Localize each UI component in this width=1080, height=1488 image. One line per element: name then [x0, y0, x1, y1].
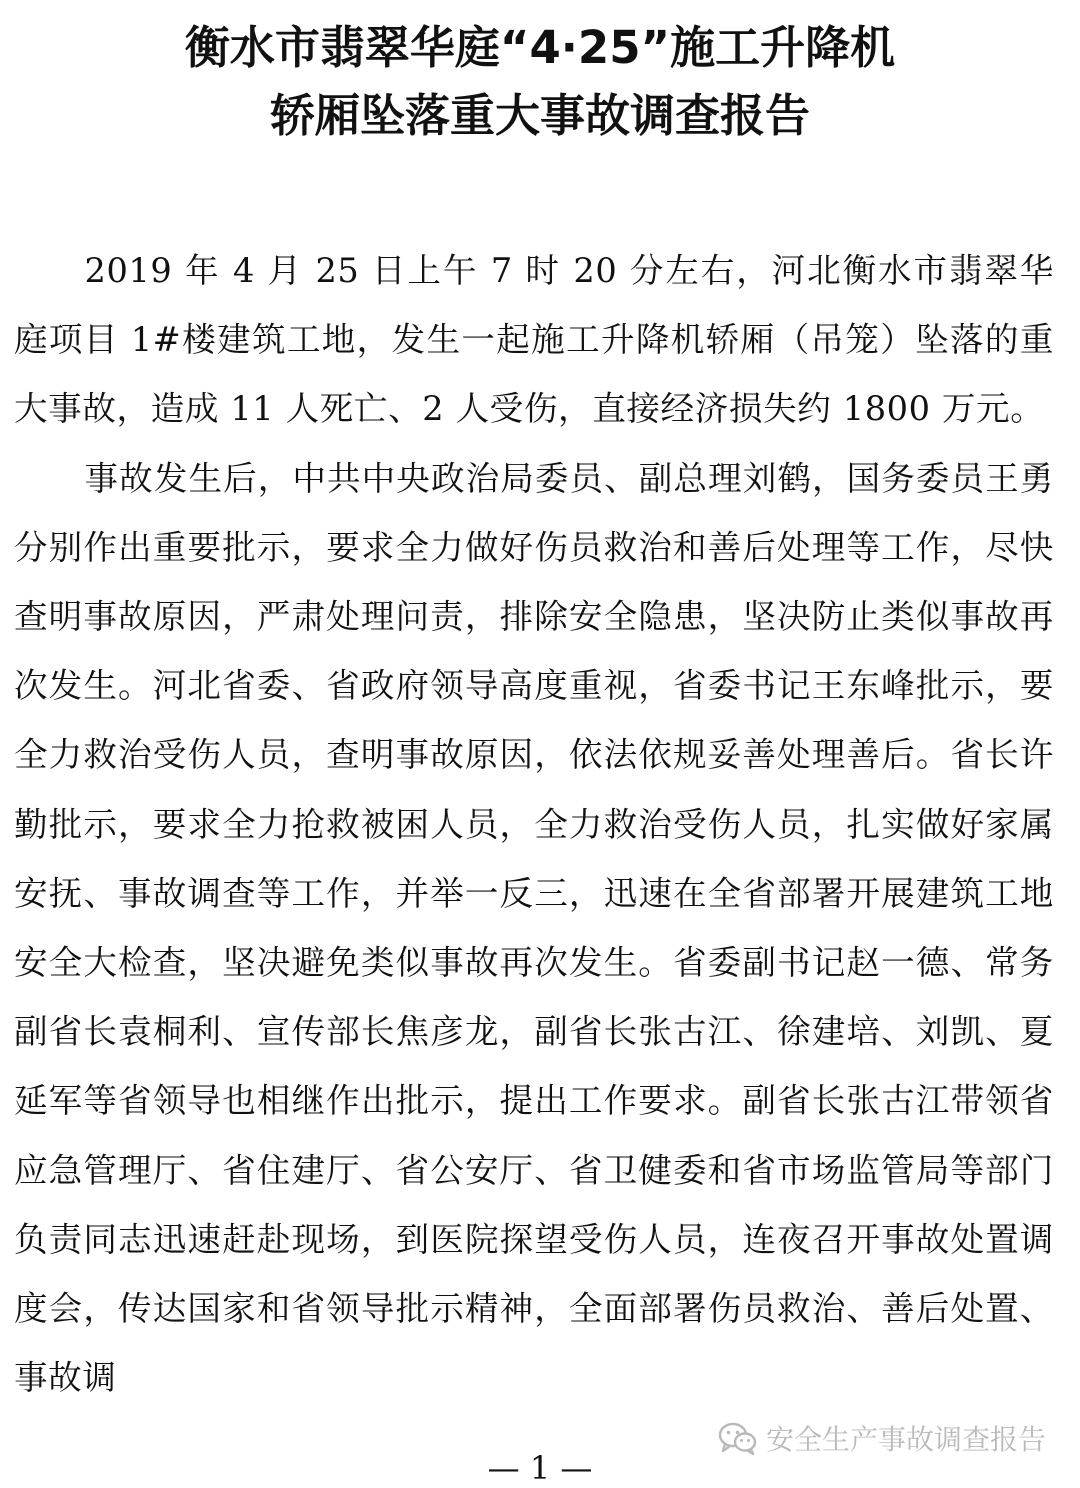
watermark-text: 安全生产事故调查报告	[765, 1423, 1046, 1456]
paragraph-2: 事故发生后，中共中央政治局委员、副总理刘鹤，国务委员王勇分别作出重要批示，要求全力做好伤员救治和善后处理等工作，尽快查明事故原因，严肃处理问责，排除安全隐患，坚决防止类似事故再次发生。河北省委、省政府领导高度重视，省委书记王东峰批示，要全力救治受伤人员，查明事故原因，依法依规妥善处理善后。省长许勤批示，要求全力抢救被困人员，全力救治受伤人员，扎实做好家属安抚、事故调查等工作，并举一反三，迅速在全省部署开展建筑工地安全大检查，坚决避免类似事故再次发生。省委副书记赵一德、常务副省长袁桐利、宣传部长焦彦龙，副省长张古江、徐建培、刘凯、夏延军等省领导也相继作出批示，提出工作要求。副省长张古江带领省应急管理厅、省住建厅、省公安厅、省卫健委和省市场监管局等部门负责同志迅速赶赴现场，到医院探望受伤人员，连夜召开事故处置调度会，传达国家和省领导批示精神，全面部署伤员救治、善后处置、事故调	[14, 458, 1054, 1398]
document-title-line-2: 轿厢坠落重大事故调查报告	[269, 89, 810, 142]
page-number: — 1 —	[487, 1449, 593, 1487]
document-body	[14, 236, 1054, 1412]
paragraph-1: 2019 年 4 月 25 日上午 7 时 20 分左右，河北衡水市翡翠华庭项目 1#楼建筑工地，发生一起施工升降机轿厢（吊笼）坠落的重大事故，造成 11 人死亡、2 人受伤，直接经济损失约 1800 万元。	[14, 251, 1054, 429]
document-title-line-1: 衡水市翡翠华庭“4·25”施工升降机	[184, 21, 896, 74]
